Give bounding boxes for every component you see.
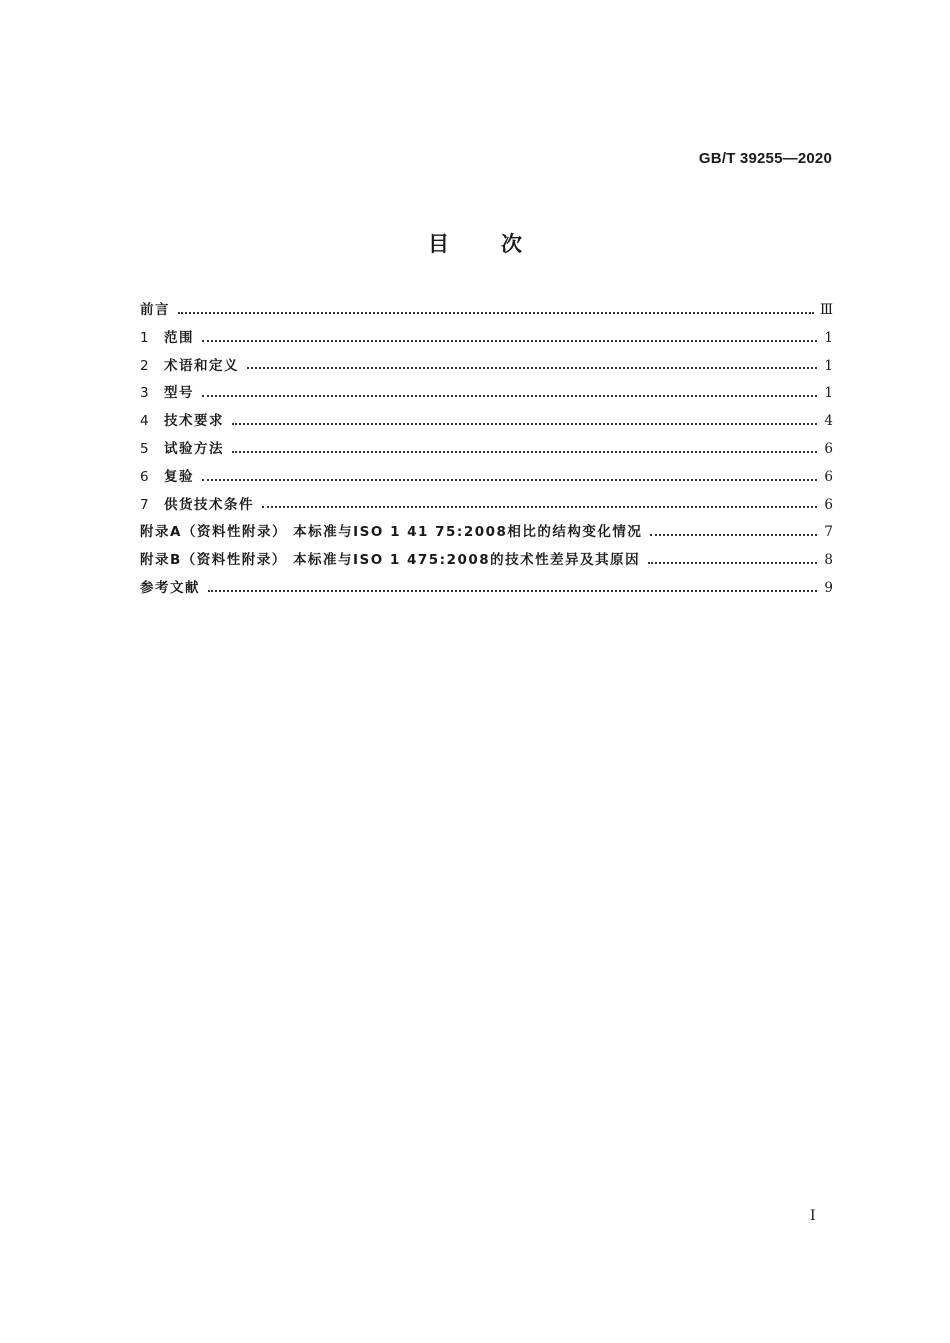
toc-entry-label: 参考文献 [140,579,200,596]
toc-entry-number: 3 [140,385,149,402]
dot-leader [648,561,817,564]
dot-leader [202,339,817,342]
toc-entry-page: 4 [824,413,833,430]
page-number: I [810,1208,816,1224]
dot-leader [650,533,817,536]
toc-entry-page: 1 [824,385,833,402]
toc-entry-page: 7 [824,524,833,541]
dot-leader [178,311,814,314]
dot-leader [232,450,817,453]
toc-entry-label: 供货技术条件 [164,496,254,513]
toc-entry-terms[interactable] [140,354,833,382]
toc-entry-label: 附录B（资料性附录） 本标准与ISO 1 475:2008的技术性差异及其原因 [140,552,641,569]
toc-entry-bibliography[interactable] [140,576,833,604]
toc-entry-scope[interactable] [140,326,833,354]
toc-entry-retest[interactable] [140,465,833,493]
dot-leader [247,366,817,369]
toc-entry-number: 7 [140,496,149,513]
toc-entry-label: 试验方法 [164,440,224,457]
toc-entry-model[interactable] [140,381,833,409]
toc-entry-technical-requirements[interactable] [140,409,833,437]
toc-entry-supply-conditions[interactable] [140,493,833,521]
toc-entry-number: 1 [140,329,149,346]
page-title: 目次 [428,232,574,256]
toc-entry-number: 5 [140,440,149,457]
toc-entry-page: 6 [824,440,833,457]
toc-entry-label: 型号 [164,385,194,402]
toc-entry-label: 技术要求 [164,413,224,430]
toc-entry-test-methods[interactable] [140,437,833,465]
table-of-contents [140,298,833,604]
toc-entry-number: 4 [140,413,149,430]
toc-entry-annex-a[interactable] [140,520,833,548]
toc-entry-page: 8 [824,552,833,569]
dot-leader [202,478,817,481]
toc-entry-label: 附录A（资料性附录） 本标准与ISO 1 41 75:2008相比的结构变化情况 [140,524,643,541]
toc-entry-page: 6 [824,496,833,513]
dot-leader [208,589,817,592]
standard-number: GB/T 39255—2020 [698,150,832,167]
toc-entry-foreword[interactable] [140,298,833,326]
toc-entry-label: 前言 [140,302,170,318]
toc-entry-page: 9 [824,579,833,596]
toc-entry-label: 术语和定义 [164,357,239,374]
toc-entry-page: 1 [824,329,833,346]
toc-entry-label: 范围 [164,329,194,346]
toc-entry-label: 复验 [164,468,194,485]
toc-entry-page: Ⅲ [819,302,833,318]
toc-entry-number: 2 [140,357,149,374]
toc-entry-page: 6 [824,468,833,485]
toc-entry-number: 6 [140,468,149,485]
toc-entry-page: 1 [824,357,833,374]
dot-leader [262,505,817,508]
toc-entry-annex-b[interactable] [140,548,833,576]
dot-leader [232,422,817,425]
dot-leader [202,394,817,397]
